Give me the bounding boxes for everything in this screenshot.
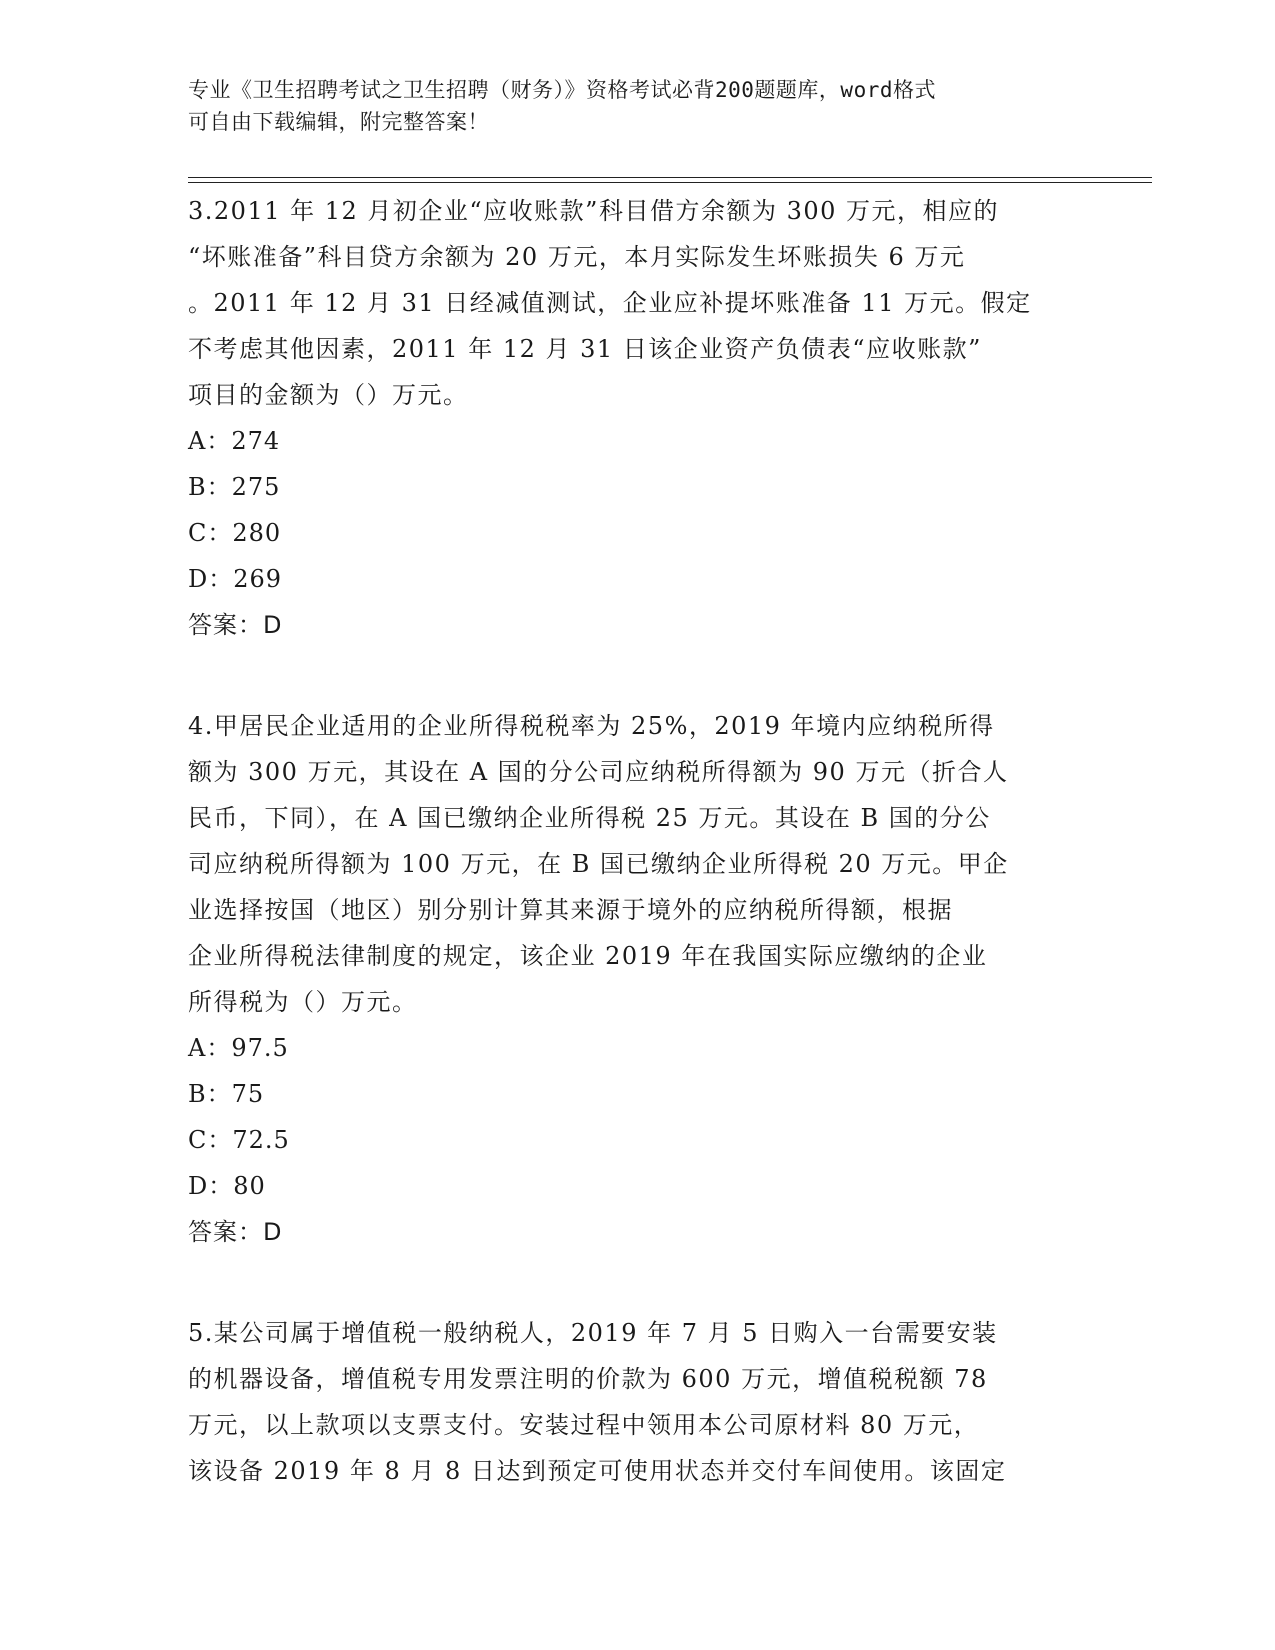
- option-d: D：269: [188, 565, 283, 593]
- question-text-line: 。2011 年 12 月 31 日经减值测试，企业应补提坏账准备 11 万元。假定: [188, 289, 1032, 317]
- header-line-2: 可自由下载编辑，附完整答案！: [188, 110, 489, 134]
- option-b: B：75: [188, 1080, 265, 1108]
- question-text-line: 项目的金额为（）万元。: [188, 381, 469, 409]
- question-text-line: 万元，以上款项以支票支付。安装过程中领用本公司原材料 80 万元，: [188, 1411, 980, 1439]
- question-4: [188, 703, 1088, 1255]
- question-text-line: 不考虑其他因素，2011 年 12 月 31 日该企业资产负债表“应收账款”: [188, 335, 982, 363]
- question-text-line: 5.某公司属于增值税一般纳税人，2019 年 7 月 5 日购入一台需要安装: [188, 1319, 998, 1347]
- question-3: [188, 188, 1088, 648]
- question-text-line: 的机器设备，增值税专用发票注明的价款为 600 万元，增值税税额 78: [188, 1365, 988, 1393]
- question-text-line: 3.2011 年 12 月初企业“应收账款”科目借方余额为 300 万元，相应的: [188, 197, 1000, 225]
- header-line-1: 专业《卫生招聘考试之卫生招聘（财务）》资格考试必背200题题库，word格式: [188, 78, 936, 102]
- question-spacer: [188, 648, 1088, 703]
- question-text-line: 4.甲居民企业适用的企业所得税税率为 25%，2019 年境内应纳税所得: [188, 712, 995, 740]
- question-5: [188, 1310, 1088, 1494]
- question-text-line: 民币，下同），在 A 国已缴纳企业所得税 25 万元。其设在 B 国的分公: [188, 804, 991, 832]
- question-text-line: “坏账准备”科目贷方余额为 20 万元，本月实际发生坏账损失 6 万元: [188, 243, 966, 271]
- answer-line: 答案：D: [188, 611, 283, 639]
- document-header: [188, 74, 1068, 138]
- header-divider: [188, 177, 1152, 183]
- question-text-line: 业选择按国（地区）别分别计算其来源于境外的应纳税所得额，根据: [188, 896, 953, 924]
- answer-line: 答案：D: [188, 1218, 283, 1246]
- option-c: C：280: [188, 519, 282, 547]
- question-text-line: 该设备 2019 年 8 月 8 日达到预定可使用状态并交付车间使用。该固定: [188, 1457, 1007, 1485]
- option-a: A：97.5: [188, 1034, 289, 1062]
- question-text-line: 企业所得税法律制度的规定，该企业 2019 年在我国实际应缴纳的企业: [188, 942, 988, 970]
- question-text-line: 司应纳税所得额为 100 万元，在 B 国已缴纳企业所得税 20 万元。甲企: [188, 850, 1009, 878]
- option-b: B：275: [188, 473, 281, 501]
- option-a: A：274: [188, 427, 281, 455]
- question-list: [188, 188, 1088, 1494]
- option-d: D：80: [188, 1172, 266, 1200]
- option-c: C：72.5: [188, 1126, 290, 1154]
- question-text-line: 所得税为（）万元。: [188, 988, 418, 1016]
- question-text-line: 额为 300 万元，其设在 A 国的分公司应纳税所得额为 90 万元（折合人: [188, 758, 1009, 786]
- question-spacer: [188, 1255, 1088, 1310]
